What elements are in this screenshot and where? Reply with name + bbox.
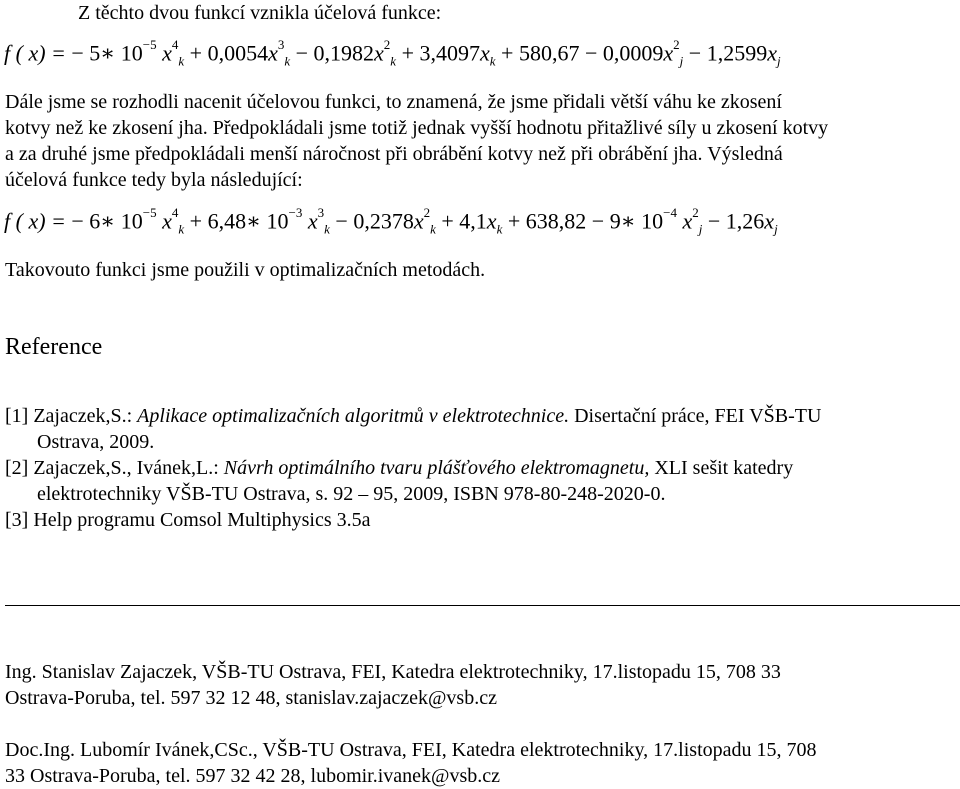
eq1-sub: j	[679, 53, 684, 69]
intro-line: Z těchto dvou funkcí vznikla účelová funkce:	[78, 2, 442, 24]
ref-source: XLI sešit katedry	[649, 457, 794, 479]
eq2-var: x	[486, 208, 497, 234]
eq2-varexp: 2	[692, 205, 699, 220]
eq1-coef: 0,0054	[207, 40, 269, 66]
eq2-pow: 10	[641, 208, 664, 234]
eq2-sign: +	[441, 208, 454, 234]
footer-divider	[5, 605, 960, 606]
eq1-sign: −	[71, 40, 84, 66]
author-info-line: Doc.Ing. Lubomír Ivánek,CSc., VŠB-TU Ostrava, FEI, Katedra elektrotechniky, 17.listopadu 15, 708	[5, 739, 817, 761]
ref-source: Disertační práce, FEI VŠB-TU	[569, 405, 822, 427]
eq1-varexp: 2	[673, 37, 680, 52]
eq2-sub: j	[698, 221, 703, 237]
eq1-var: x	[268, 40, 278, 66]
eq2-lhs: f ( x) =	[4, 208, 66, 234]
eq2-sign: −	[591, 208, 605, 234]
objective-function-2: f ( x) = − 6∗ $10^{-5}$ $x^4_k$ + 6,48∗ $10^{-3}$ $x^3_k - 0,2378x^2_k + 4,1x_k + 638,82$ − 9∗ $10^{-4}$ $x^2_j - 1,26x_j$	[4, 205, 778, 237]
eq1-coef: 3,4097	[419, 40, 480, 66]
eq2-var: x	[413, 208, 424, 234]
eq1-exp: −5	[142, 37, 157, 52]
eq2-sign: +	[189, 208, 203, 234]
eq2-exp: −4	[663, 205, 677, 220]
eq1-var: x	[767, 40, 777, 66]
eq2-coef: 6	[89, 208, 101, 234]
eq2-varexp: 4	[171, 205, 179, 220]
eq2-sign: −	[707, 208, 721, 234]
eq1-var: x	[480, 40, 490, 66]
eq1-var: x	[374, 40, 384, 66]
reference-item: [3] Help programu Comsol Multiphysics 3.5a	[5, 509, 371, 531]
eq2-varexp: 3	[317, 205, 325, 220]
eq1-varexp: 4	[171, 37, 179, 52]
eq2-pow: 10	[120, 208, 143, 234]
eq1-sign: −	[295, 40, 309, 66]
eq2-var: x	[682, 208, 693, 234]
paragraph-line: kotvy než ke zkosení jha. Předpokládali jsme totiž jednak vyšší hodnotu přitažlivé síly u zkosení kotvy	[5, 117, 829, 139]
eq1-sub: k	[390, 53, 397, 69]
ref-authors: [1] Zajaczek,S.:	[5, 405, 138, 427]
eq2-coef: 1,26	[725, 208, 765, 234]
eq1-sign: −	[688, 40, 702, 66]
eq2-var: x	[764, 208, 775, 234]
eq1-coef: 1,2599	[706, 40, 768, 66]
eq2-coef: 6,48	[207, 208, 247, 234]
eq2-exp: −3	[288, 205, 303, 220]
eq2-coef: 638,82	[525, 208, 587, 234]
paragraph-line: účelová funkce tedy byla následující:	[5, 169, 303, 191]
eq2-varexp: 2	[423, 205, 431, 220]
reference-item	[5, 455, 793, 481]
author-info-line: Ostrava-Poruba, tel. 597 32 12 48, stanislav.zajaczek@vsb.cz	[5, 687, 497, 709]
paragraph-line: Dále jsme se rozhodli nacenit účelovou funkci, to znamená, že jsme přidali větší váhu ke zkosení	[5, 91, 782, 113]
eq2-sign: −	[71, 208, 84, 234]
after-equation-text: Takovouto funkci jsme použili v optimalizačních metodách.	[5, 259, 486, 281]
eq2-sub: k	[496, 221, 503, 237]
reference-item-cont: Ostrava, 2009.	[37, 431, 155, 453]
eq2-sub: k	[430, 221, 436, 237]
reference-item-cont: elektrotechniky VŠB-TU Ostrava, s. 92 – 95, 2009, ISBN 978-80-248-2020-0.	[37, 483, 666, 505]
eq2-var: x	[307, 208, 318, 234]
eq2-exp: −5	[142, 205, 157, 220]
eq2-sign: +	[507, 208, 521, 234]
eq1-varexp: 3	[277, 37, 285, 52]
paragraph-line: a za druhé jsme předpokládali menší náročnost při obrábění kotvy než při obrábění jha. Výsledná	[5, 143, 783, 165]
eq1-lhs: f ( x) =	[4, 40, 66, 66]
objective-function-1: f ( x) = − 5∗ $10^{-5}$ $x^4_k + 0,0054x^3_k - 0,1982x^2_k + 3,4097x_k + 580,67 - 0,0009x^2_j - 1,2599x_j$	[4, 37, 781, 69]
ref-title: Návrh optimálního tvaru plášťového elektromagnetu,	[223, 457, 650, 479]
author-info-line: 33 Ostrava-Poruba, tel. 597 32 42 28, lubomir.ivanek@vsb.cz	[5, 765, 500, 787]
eq1-sign: +	[501, 40, 514, 66]
eq2-sign: −	[335, 208, 348, 234]
eq2-coef: 0,2378	[353, 208, 414, 234]
eq2-var: x	[162, 208, 172, 234]
eq1-pow: 10	[120, 40, 143, 66]
eq1-sign: −	[584, 40, 598, 66]
eq1-sub: k	[284, 53, 291, 69]
eq1-coef: 5	[89, 40, 101, 66]
eq2-coef: 4,1	[459, 208, 487, 234]
eq1-var: x	[162, 40, 172, 66]
eq2-sub: j	[774, 221, 778, 237]
eq1-coef: 0,1982	[313, 40, 375, 66]
reference-item	[5, 403, 821, 429]
eq1-sign: +	[189, 40, 203, 66]
ref-title: Aplikace optimalizačních algoritmů v elektrotechnice.	[137, 405, 570, 427]
author-info-line: Ing. Stanislav Zajaczek, VŠB-TU Ostrava, FEI, Katedra elektrotechniky, 17.listopadu 15, 708 33	[5, 661, 781, 683]
eq1-sub: j	[776, 53, 781, 69]
eq1-coef: 580,67	[518, 40, 580, 66]
eq2-pow: 10	[266, 208, 289, 234]
eq1-coef: 0,0009	[602, 40, 664, 66]
eq1-sub: k	[489, 53, 496, 69]
references-heading: Reference	[5, 334, 103, 360]
eq1-sign: +	[401, 40, 414, 66]
eq1-var: x	[663, 40, 674, 66]
eq2-coef: 9	[609, 208, 621, 234]
ref-authors: [2] Zajaczek,S., Ivánek,L.:	[5, 457, 224, 479]
eq2-sub: k	[178, 221, 185, 237]
eq1-varexp: 2	[383, 37, 391, 52]
eq2-sub: k	[324, 221, 330, 237]
eq1-sub: k	[178, 53, 185, 69]
